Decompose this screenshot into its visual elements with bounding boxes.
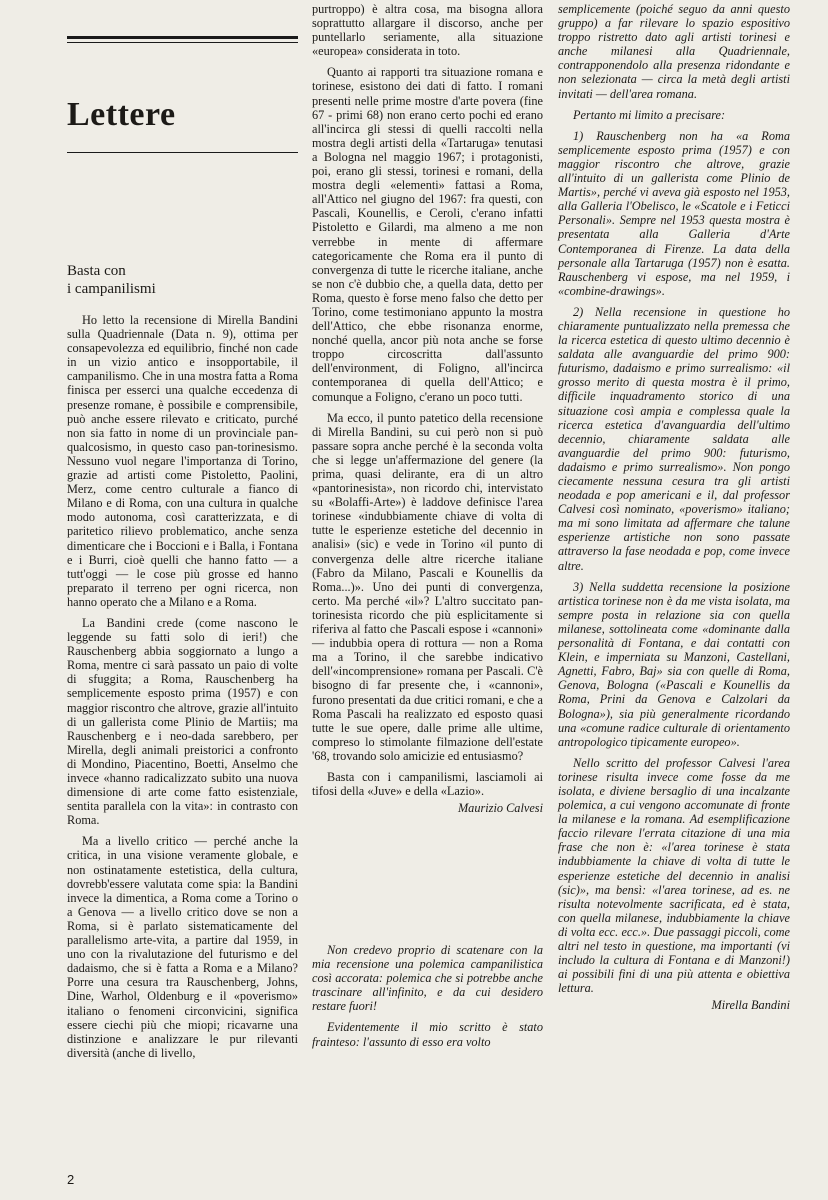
paragraph: Ma ecco, il punto patetico della recensione di Mirella Bandini, su cui però non si può passare sopra anche perché è la seconda volta che si legge un'affermazione del genere (la prima, quasi delirante, era di un altro «pantorinesista», non ricordo chi, intervistato su «Bolaffi-Arte») è laddove definisce l'area torinese «indubbiamente chiave di volta di tutte le esperienze estetiche del decennio in analisi» (sic) e vede in Torino «il punto di convergenza delle altre ricerche italiane (Fabro da Milano, Pascali e Kounellis da Roma...)». Uno dei punti di convergenza, certo. Ma perché «il»? L'altro succitato pan-torinesista ricordo che più esplicitamente si riferiva al fatto che Pascali espose i «cannoni» — indubbia opera di rottura — non a Roma ma a Torino, il che sarebbe indicativo dell'«incomprensione» romana per Pascali. C'è bisogno di far presente che, i «cannoni», furono presentati da due critici romani, e che a Roma Pascali ha realizzato ed esposto quasi tutte le sue opere, dalle prime alle ultime, compreso lo stimolante filmazione dell'estate '68, trovando solo amicizie ed entusiasmo? [312, 410, 543, 763]
paragraph: La Bandini crede (come nascono le leggende su fatti solo di ieri!) che Rauschenberg abbia soggiornato a lungo a Roma, mentre ci sarà passato un paio di volte di sfuggita; a Roma, Rauschenberg ha semplicemente esposto prima (1957) e con maggior riscontro che altrove, grazie all'intuito di un gallerista come Plinio de Martiis; ma Rauschenberg e i neo-dada sarebbero, per Mirella, degli animali preistorici a confronto di Mondino, Piacentino, Boetti, Anselmo che invece «hanno radicalizzato subito una nuova dimensione di arte come fatto esistenziale, sentita parallela con la vita»: in contrasto con Roma. [67, 615, 298, 828]
top-rule-thick [67, 36, 298, 39]
column-2 [312, 2, 543, 815]
paragraph: Nello scritto del professor Calvesi l'area torinese risulta invece come fosse da me isolata, e diviene bersaglio di una incalzante polemica, a cui vengono accomunate di fronte la milanese e la romana. Ad esemplificazione faccio rilevare l'errata citazione di una mia frase che non è: «l'area torinese è stata indubbiamente la chiave di volta di tutte le esperienze estetiche del decennio in analisi (sic)», ma bensì: «l'area torinese, ad es. ne risulta notevolmente sacrificata, ed è stata, con quella milanese, indubbiamente la chiave di volta ecc. ecc.». Due passaggi piccoli, come altri nel testo in questione, ma importanti (vi includo la cultura di Fontana e di Manzoni!) ai possibili fini di una più attenta e obiettiva lettura. [558, 755, 790, 996]
paragraph: semplicemente (poiché seguo da anni questo gruppo) a far rilevare lo spazio espositivo troppo ristretto dato agli artisti torinesi e anche milanesi alla Quadriennale, contrapponendolo alla presenza ridondante e non selezionata — circa la metà degli artisti invitati — dell'area romana. [558, 2, 790, 101]
title-rule [67, 152, 298, 153]
page-number: 2 [67, 1172, 75, 1187]
paragraph: Quanto ai rapporti tra situazione romana e torinese, esistono dei dati di fatto. I romani presenti nelle prime mostre d'arte povera (fine 67 - primi 68) non erano certo pochi ed erano all'incirca gli stessi di quelli raccolti nella mostra degli artisti della «Tartaruga» tenutasi a Bologna nel maggio 1967; i protagonisti, poi, erano gli stessi, torinesi e romani, della mostra degli «elementi» fattasi a Roma, all'Attico nel giugno del 1967: fra questi, con Pascali, Kounellis, e Ceroli, c'erano infatti Pistoletto e Gilardi, ma almeno a me non verrebbe in mente di affermare categoricamente che Roma era il punto di convergenza di tutte le ricerche italiane, anche se non c'è dubbio che, a quella data, detto per Roma, questo è forse meno falso che detto per Torino, come testimoniano appunto la mostra dell'Attico, che ebbe risonanza enorme, nonché quella, ancor più nota anche se forse troppo circoscritta dall'assunto dell'environment, di Foligno, all'incirca contemporanea di quella dell'Attico; e comunque a Foligno, c'erano un poco tutti. [312, 65, 543, 404]
author-signature: Maurizio Calvesi [457, 801, 543, 816]
paragraph: 3) Nella suddetta recensione la posizione artistica torinese non è da me vista isolata, ma sempre posta in relazione sia con quella milanese, sottolineata come «dominante dalla personalità di Fontana, e dai contatti con Klein, e imperniata su Manzoni, Castellani, Agnetti, Fabro, Baj» sia con quelle di Roma, Genova, Bologna («Pascali e Kounellis da Roma, Prini da Genova e Calzolari da Bologna»), sia più generalmente ricordando una «comune radice culturale di orientamento antropologico tipicamente europeo». [558, 579, 790, 749]
paragraph: Ho letto la recensione di Mirella Bandini sulla Quadriennale (Data n. 9), ottima per consapevolezza ed equilibrio, finché non cade in un vizio antico e insopportabile, il campanilismo. Che in una mostra fatta a Roma finisca per esserci una qualche eccedenza di presenze romane, è possibile e comprensibile, può anche essere rilevato e criticato, purché non sia fatto in nome di un provinciale pan-qualcosismo, in questo caso pan-torinesismo. Nessuno vuol negare l'importanza di Torino, grazie ad artisti come Pistoletto, Paolini, Merz, come centro culturale a fianco di Milano e di Roma, con una cultura in qualche modo autonoma, così caratterizzata, e di paritetico rilievo problematico, anche senza dimenticare che i Boccioni e i Balla, i Fontana e i Burri, cioè quelli che hanno fatto — a tutt'oggi — le cose più grosse ed hanno preparato il terreno per ogni ricerca, non hanno operato che a Milano e a Roma. [67, 313, 298, 609]
paragraph: 1) Rauschenberg non ha «a Roma semplicemente esposto prima (1957) e con maggior riscontro che altrove, grazie all'intuito di un gallerista come Plinio de Martis», perché vi aveva già esposto nel 1953, alla Galleria l'Obelisco, le «Scatole e i Feticci Personali». Sempre nel 1953 questa mostra è presentata alla Galleria d'Arte Contemporanea di Firenze. La data della personale alla Tartaruga (1957) non è esatta. Rauschenberg vi espose, ma nel 1959, i «combine-drawings». [558, 128, 790, 298]
paragraph: Basta con i campanilismi, lasciamoli ai tifosi della «Juve» e della «Lazio». [312, 769, 543, 799]
paragraph: Evidentemente il mio scritto è stato frainteso: l'assunto di esso era volto [312, 1020, 543, 1049]
reply-column-2 [312, 943, 543, 1049]
top-rule-thin [67, 42, 298, 43]
paragraph: purtroppo) è altra cosa, ma bisogna allora soprattutto allargare il discorso, anche per puntellarlo seriamente, alla situazione «europea» considerata in toto. [312, 2, 543, 59]
paragraph: Pertanto mi limito a precisare: [573, 107, 726, 122]
letter-headline: Basta con i campanilismi [67, 263, 156, 297]
author-signature: Mirella Bandini [711, 998, 790, 1013]
paragraph: 2) Nella recensione in questione ho chiaramente puntualizzato nella premessa che la ricerca estetica di questo ultimo decennio è saldata alle avanguardie del primo 900: futurismo, dadaismo e primo surrealismo: «il grosso merito di questa mostra è il primo, difficile inquadramento storico di una situazione così ampia e complessa quale la ricerca estetica d'avanguardia dell'ultimo decennio, chiaramente saldata alle avanguardie del primo 900: futurismo, dadaismo e primo surrealismo». Non pongo ciecamente nessuna cesura tra gli artisti neodada e pop americani e il, dal professor Calvesi così nominato, «poverismo» italiano; ma mi sono limitata ad affermare che talune esperienze artistiche non sono passate attraverso la fase neodada e pop, come invece altre. [558, 304, 790, 573]
reply-column-3 [558, 2, 790, 1012]
paragraph: Ma a livello critico — perché anche la critica, in una visione veramente globale, e non ostinatamente estetistica, della cultura, dovrebb'essere valutata come spia: la Bandini invece la dimentica, a Roma come a Torino o a Genova — a livello critico dove se non a Roma, si è parlato sistematicamente del parallelismo arte-vita, a partire dal 1959, in uno con la rivalutazione del futurismo e del dadaismo, che si è fatta a Roma e a Milano? Porre una cesura tra Rauschenberg, Johns, Dine, Warhol, Oldenburg e il «poverismo» italiano o fenomeni circonvicini, significa essere ciechi più che miopi; ricavarne una distinzione e analizzare le pur rilevanti diversità (anche di livello, [67, 834, 298, 1060]
paragraph: Non credevo proprio di scatenare con la mia recensione una polemica campanilistica così accorata: polemica che si potrebbe anche trascinare all'infinito, e da cui desidero restare fuori! [312, 943, 543, 1014]
section-title: Lettere [67, 96, 176, 133]
column-1 [67, 313, 298, 1060]
